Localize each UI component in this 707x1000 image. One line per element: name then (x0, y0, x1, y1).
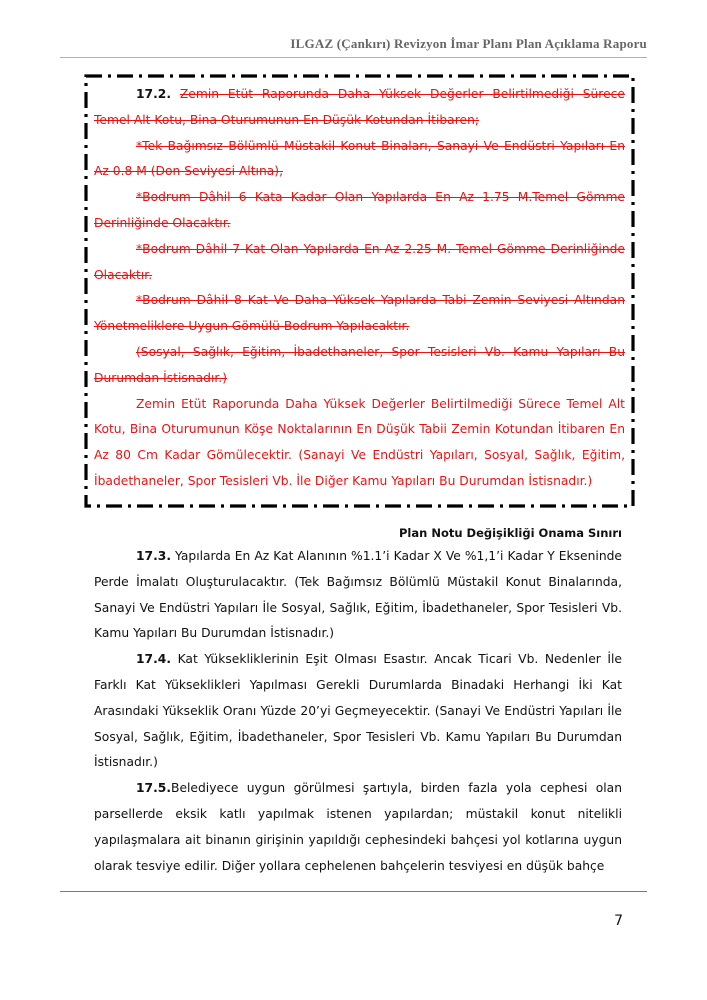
struck-paragraph (94, 340, 625, 392)
revision-box-content (94, 82, 625, 495)
item-number: 17.3. (136, 549, 172, 563)
paragraph-17-2 (94, 82, 625, 134)
struck-text: *Bodrum Dâhil 8 Kat Ve Daha Yüksek Yapılarda Tabi Zemin Seviyesi Altından Yönetmeliklere Uygun Gömülü Bodrum Yapılacaktır. (94, 293, 625, 334)
note-title: Plan Notu Değişikliği Onama Sınırı (399, 526, 622, 540)
item-number: 17.5. (136, 781, 172, 796)
paragraph-17-4 (94, 647, 622, 776)
footer-divider (60, 891, 647, 892)
revision-box (84, 74, 635, 508)
struck-text: *Tek Bağımsız Bölümlü Müstakil Konut Binaları, Sanayi Ve Endüstri Yapıları En Az 0.8 M (Don Seviyesi Altına), (94, 138, 625, 179)
item-number: 17.4. (136, 652, 172, 667)
paragraph-text: Belediyece uygun görülmesi şartıyla, birden fazla yola cephesi olan parsellerde eksik katlı yapılmak istenen yapılardan; müstakil konut nitelikli yapılaşmalara ait binanın girişinin yapıldığı cephesindeki bahçesi yol kotlarına uygun olarak tesviye edilir. Diğer yollara cephelenen bahçelerin tesviyesi en düşük bahçe (94, 781, 622, 873)
paragraph-17-5 (94, 776, 622, 879)
page-number: 7 (614, 913, 623, 929)
struck-paragraph (94, 134, 625, 186)
header-divider (60, 57, 647, 58)
new-paragraph: Zemin Etüt Raporunda Daha Yüksek Değerler Belirtilmediği Sürece Temel Alt Kotu, Bina Oturumunun Köşe Noktalarının En Düşük Tabii Zemin Kotundan İtibaren En Az 80 Cm Kadar Gömülecektir. (Sanayi Ve Endüstri Yapıları, Sosyal, Sağlık, Eğitim, İbadethaneler, Spor Tesisleri Vb. İle Diğer Kamu Yapıları Bu Durumdan İstisnadır.) (94, 396, 625, 488)
struck-text: *Bodrum Dâhil 6 Kata Kadar Olan Yapılarda En Az 1.75 M.Temel Gömme Derinliğinde Olacaktır. (94, 190, 625, 230)
paragraph-text: Yapılarda En Az Kat Alanının %1.1’i Kadar X Ve %1,1’i Kadar Y Ekseninde Perde İmalatı Oluşturulacaktır. (Tek Bağımsız Bölümlü Müstakil Konut Binalarında, Sanayi Ve Endüstri Yapıları İle Sosyal, Sağlık, Eğitim, İbadethaneler, Spor Tesisleri Vb. Kamu Yapıları Bu Durumdan İstisnadır.) (94, 549, 622, 641)
struck-text: *Bodrum Dâhil 7 Kat Olan Yapılarda En Az 2.25 M. Temel Gömme Derinliğinde Olacaktır. (94, 241, 625, 282)
struck-paragraph (94, 288, 625, 340)
struck-paragraph (94, 237, 625, 289)
struck-text: (Sosyal, Sağlık, Eğitim, İbadethaneler, Spor Tesisleri Vb. Kamu Yapıları Bu Durumdan İstisnadır.) (94, 344, 625, 385)
item-number: 17.2. (136, 87, 172, 101)
struck-paragraph (94, 185, 625, 237)
main-text (94, 522, 622, 879)
struck-text: Zemin Etüt Raporunda Daha Yüksek Değerler Belirtilmediği Sürece Temel Alt Kotu, Bina Oturumunun En Düşük Kotundan İtibaren; (94, 87, 625, 127)
running-header: ILGAZ (Çankırı) Revizyon İmar Planı Plan Açıklama Raporu (290, 36, 647, 51)
paragraph-text: Kat Yüksekliklerinin Eşit Olması Esastır. Ancak Ticari Vb. Nedenler İle Farklı Kat Yükseklikleri Yapılması Gerekli Durumlarda Binadaki Herhangi İki Kat Arasındaki Yükseklik Oranı Yüzde 20’yi Geçmeyecektir. (Sanayi Ve Endüstri Yapıları İle Sosyal, Sağlık, Eğitim, İbadethaneler, Spor Tesisleri Vb. Kamu Yapıları Bu Durumdan İstisnadır.) (94, 652, 622, 770)
paragraph-17-3 (94, 544, 622, 647)
